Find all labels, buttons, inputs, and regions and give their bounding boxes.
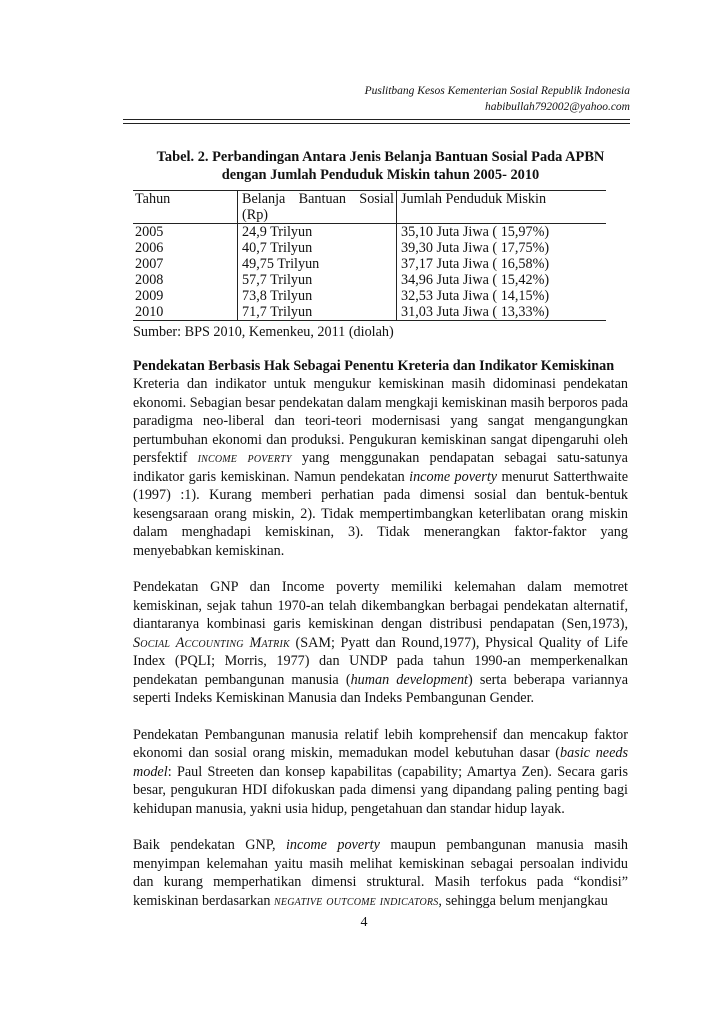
page-content <box>133 148 628 928</box>
header-email: habibullah792002@yahoo.com <box>484 101 630 113</box>
table-row <box>133 256 606 272</box>
text-run: , sehingga belum menjangkau <box>438 892 608 909</box>
text-run: maupun pembangunan manusia masih menyimpan kelemahan yaitu masih melihat kemiskinan sebagai persoalan individu dan kurang memperhatikan dimensi struktural. Masih terfokus pada “kondisi” kemiskinan berdasarkan <box>133 837 628 909</box>
table-row <box>133 304 606 321</box>
page-header <box>365 83 630 115</box>
cell-year: 2010 <box>133 304 238 321</box>
paragraph <box>133 726 628 819</box>
section-heading: Pendekatan Berbasis Hak Sebagai Penentu Kreteria dan Indikator Kemiskinan <box>133 357 615 374</box>
header-rule-thin <box>123 123 630 124</box>
text-run: Baik pendekatan GNP, <box>133 837 286 853</box>
header-spending-line-2: (Rp) <box>242 207 269 223</box>
header-poor: Jumlah Penduduk Miskin <box>397 191 607 224</box>
text-run: menurut Satterthwaite (1997) :1). Kurang memberi perhatian pada dimensi sosial dan bentuk-bentuk kesengsaraan orang miskin, 2). Tidak mempertimbangkan keterlibatan orang miskin dalam menghadapi kemiskinan, 3). Tidak menerangkan faktor-faktor yang menyebabkan kemiskinan. <box>133 468 628 559</box>
paragraph <box>133 836 628 910</box>
cell-year: 2005 <box>133 224 238 241</box>
cell-poor: 34,96 Juta Jiwa ( 15,42%) <box>397 272 607 288</box>
paragraph <box>133 578 628 708</box>
page-number: 4 <box>360 915 368 930</box>
table-title-line-2: dengan Jumlah Penduduk Miskin tahun 2005- 2010 <box>221 167 540 183</box>
header-rule <box>123 119 630 120</box>
emphasis: income poverty <box>285 837 380 853</box>
emphasis: human development <box>350 671 468 688</box>
cell-spending: 24,9 Trilyun <box>238 224 397 241</box>
cell-poor: 35,10 Juta Jiwa ( 15,97%) <box>397 224 607 241</box>
table-row <box>133 224 606 241</box>
table-title <box>133 148 628 184</box>
cell-year: 2007 <box>133 256 238 272</box>
cell-poor: 39,30 Juta Jiwa ( 17,75%) <box>397 240 607 256</box>
cell-poor: 37,17 Juta Jiwa ( 16,58%) <box>397 256 607 272</box>
table-source: Sumber: BPS 2010, Kemenkeu, 2011 (diolah) <box>133 324 394 340</box>
text-run: : Paul Streeten dan konsep kapabilitas (capability; Amartya Zen). Secara garis besar, pengukuran HDI difokuskan pada dimensi yang dipandang paling penting bagi kehidupan manusia, yakni usia hidup, pengetahuan dan standar hidup layak. <box>133 763 628 817</box>
emphasis: income poverty <box>409 468 498 485</box>
table-title-line-1: Tabel. 2. Perbandingan Antara Jenis Belanja Bantuan Sosial Pada APBN <box>156 149 605 165</box>
cell-spending: 49,75 Trilyun <box>238 256 397 272</box>
header-spending-line-1: Belanja Bantuan Sosial <box>242 191 394 207</box>
text-run: yang menggunakan pendapatan sebagai satu-satunya indikator garis kemiskinan. Namun pendekatan <box>133 450 628 485</box>
paragraph <box>133 375 628 560</box>
table-row <box>133 240 606 256</box>
cell-spending: 57,7 Trilyun <box>238 272 397 288</box>
cell-poor: 31,03 Juta Jiwa ( 13,33%) <box>397 304 607 321</box>
table-row <box>133 288 606 304</box>
header-year: Tahun <box>133 191 238 224</box>
cell-year: 2008 <box>133 272 238 288</box>
cell-year: 2009 <box>133 288 238 304</box>
emphasis: negative outcome indicators <box>274 892 439 909</box>
header-spending <box>238 191 397 224</box>
emphasis: basic needs model <box>133 745 628 780</box>
header-institution: Puslitbang Kesos Kementerian Sosial Republik Indonesia <box>364 85 630 97</box>
cell-spending: 71,7 Trilyun <box>238 304 397 321</box>
text-run: Kreteria dan indikator untuk mengukur kemiskinan masih didominasi pendekatan ekonomi. Sebagian besar pendekatan dalam mengkaji kemiskinan masih berporos pada paradigma neo-liberal dan teori-teori modernisasi yang sangat mengangungkan pertumbuhan ekonomi dan produksi. Pengukuran kemiskinan sangat dipengaruhi oleh persfektif <box>133 376 628 466</box>
text-run: Pendekatan Pembangunan manusia relatif lebih komprehensif dan mencakup faktor ekonomi dan sosial orang miskin, memadukan model kebutuhan dasar ( <box>133 726 628 761</box>
cell-spending: 73,8 Trilyun <box>238 288 397 304</box>
text-run: (SAM; Pyatt dan Round,1977), Physical Quality of Life Index (PQLI; Morris, 1977) dan UNDP pada tahun 1990-an memperkenalkan pendekatan pembangunan manusia ( <box>133 634 628 688</box>
emphasis: income poverty <box>197 450 292 466</box>
cell-spending: 40,7 Trilyun <box>238 240 397 256</box>
cell-year: 2006 <box>133 240 238 256</box>
text-run: ) serta beberapa variannya seperti Indeks Kemiskinan Manusia dan Indeks Pembangunan Gender. <box>133 671 628 706</box>
cell-poor: 32,53 Juta Jiwa ( 14,15%) <box>397 288 607 304</box>
table-row <box>133 272 606 288</box>
data-table <box>133 190 606 321</box>
table-header-row <box>133 191 606 224</box>
emphasis: Social Accounting Matrik <box>133 634 290 651</box>
text-run: Pendekatan GNP dan Income poverty memiliki kelemahan dalam memotret kemiskinan, sejak tahun 1970-an telah dikembangkan berbagai pendekatan alternatif, diantaranya kombinasi garis kemiskinan dengan distribusi pendapatan (Sen,1973), <box>133 579 628 632</box>
